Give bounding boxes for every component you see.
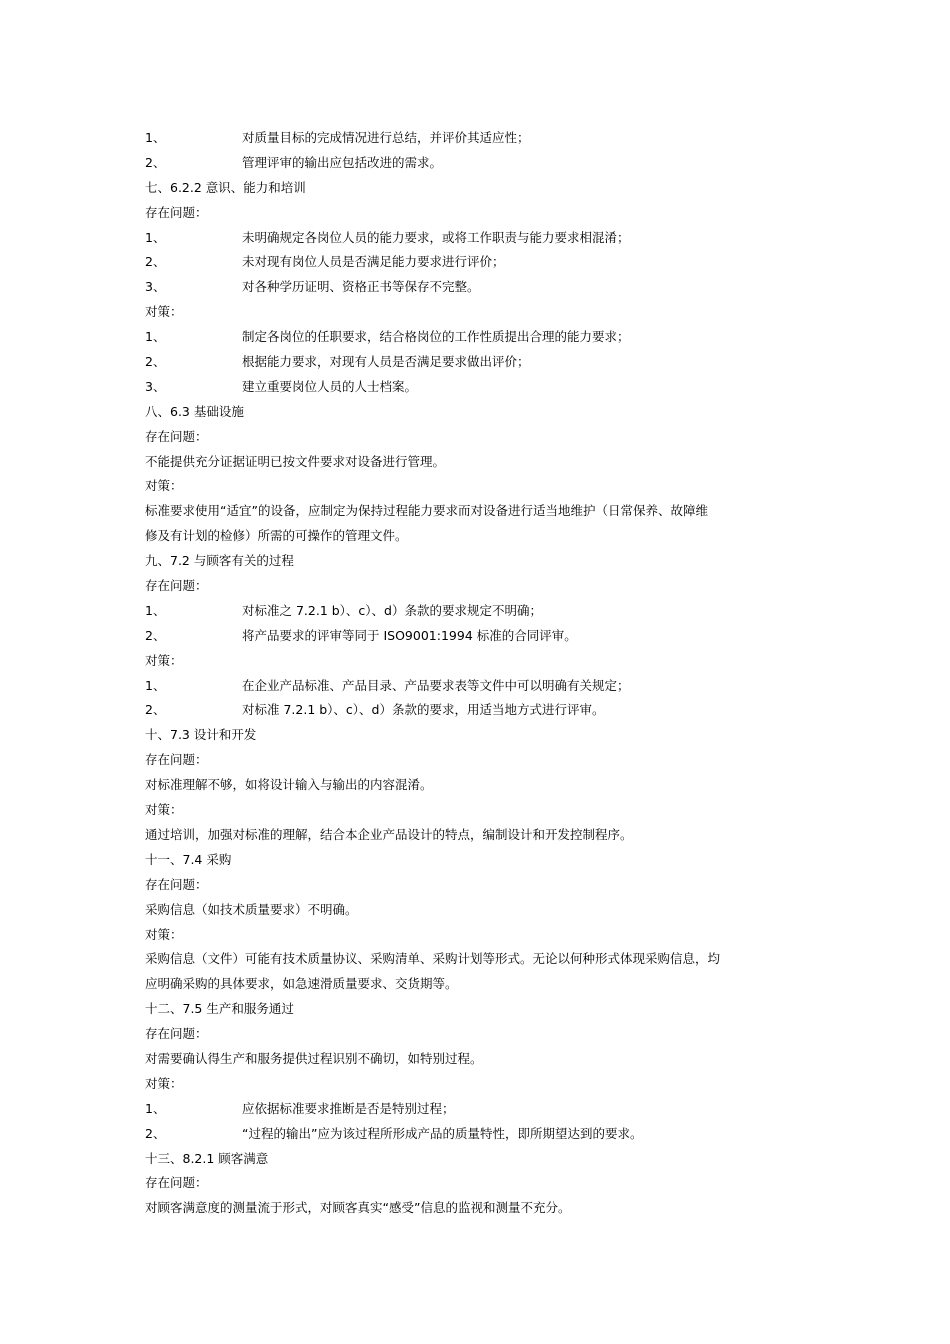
section-heading: 七、6.2.2 意识、能力和培训 (145, 179, 306, 195)
list-item (145, 151, 810, 176)
section-heading: 十二、7.5 生产和服务通过 (145, 1001, 294, 1017)
list-item-number: 2、 (145, 702, 166, 718)
list-item (145, 1122, 810, 1147)
list-item-number: 1、 (145, 229, 166, 245)
paragraph-text: 标准要求使用“适宜”的设备，应制定为保持过程能力要求而对设备进行适当地维护（日常保养、故障维 (145, 503, 708, 519)
list-item (145, 674, 810, 699)
list-item-number: 2、 (145, 354, 166, 370)
list-item-text: 对标准之 7.2.1 b）、c）、d）条款的要求规定不明确； (242, 602, 542, 618)
section-label: 对策： (145, 652, 183, 668)
list-item-number: 2、 (145, 254, 166, 270)
list-item (145, 325, 810, 350)
list-item-text: 对标准 7.2.1 b）、c）、d）条款的要求，用适当地方式进行评审。 (242, 702, 605, 718)
list-item-text: 将产品要求的评审等同于 ISO9001:1994 标准的合同评审。 (242, 627, 577, 643)
list-item (145, 275, 810, 300)
section-label: 对策： (145, 1075, 183, 1091)
paragraph-text: 应明确采购的具体要求，如急速滑质量要求、交货期等。 (145, 976, 458, 992)
list-item (145, 375, 810, 400)
paragraph-text: 通过培训，加强对标准的理解，结合本企业产品设计的特点，编制设计和开发控制程序。 (145, 826, 633, 842)
list-item (145, 226, 810, 251)
list-item-text: 应依据标准要求推断是否是特别过程； (242, 1100, 455, 1116)
paragraph-text: 不能提供充分证据证明已按文件要求对设备进行管理。 (145, 453, 446, 469)
paragraph-text: 修及有计划的检修）所需的可操作的管理文件。 (145, 528, 408, 544)
list-item-number: 1、 (145, 329, 166, 345)
list-item-text: 制定各岗位的任职要求，结合格岗位的工作性质提出合理的能力要求； (242, 329, 630, 345)
section-label: 存在问题： (145, 204, 208, 220)
list-item-number: 1、 (145, 130, 166, 145)
section-heading: 十三、8.2.1 顾客满意 (145, 1150, 269, 1166)
list-item (145, 250, 810, 275)
section-label: 存在问题： (145, 578, 208, 594)
section-label: 存在问题： (145, 1175, 208, 1191)
list-item-text: 在企业产品标准、产品目录、产品要求表等文件中可以明确有关规定； (242, 677, 630, 693)
list-item (145, 599, 810, 624)
list-item-text: 建立重要岗位人员的人士档案。 (242, 378, 418, 394)
list-item (145, 126, 810, 151)
list-item-number: 1、 (145, 1100, 166, 1116)
section-label: 存在问题： (145, 428, 208, 444)
section-label: 存在问题： (145, 876, 208, 892)
list-item (145, 624, 810, 649)
list-item-text: 对质量目标的完成情况进行总结，并评价其适应性； (242, 130, 530, 145)
section-label: 存在问题： (145, 1026, 208, 1042)
list-item-text: 对各种学历证明、资格正书等保存不完整。 (242, 279, 480, 295)
list-item-text: 管理评审的输出应包括改进的需求。 (242, 154, 443, 170)
list-item-number: 1、 (145, 677, 166, 693)
list-item (145, 698, 810, 723)
paragraph-text: 对标准理解不够，如将设计输入与输出的内容混淆。 (145, 777, 433, 793)
list-item-text: 未对现有岗位人员是否满足能力要求进行评价； (242, 254, 505, 270)
paragraph-text: 对需要确认得生产和服务提供过程识别不确切，如特别过程。 (145, 1050, 483, 1066)
section-label: 对策： (145, 304, 183, 320)
paragraph-text: 采购信息（如技术质量要求）不明确。 (145, 901, 358, 917)
list-item-text: 未明确规定各岗位人员的能力要求，或将工作职责与能力要求相混淆； (242, 229, 630, 245)
list-item-number: 1、 (145, 602, 166, 618)
list-item-number: 2、 (145, 627, 166, 643)
document-body (145, 126, 810, 1221)
section-label: 存在问题： (145, 752, 208, 768)
section-heading: 十一、7.4 采购 (145, 851, 232, 867)
section-heading: 八、6.3 基础设施 (145, 403, 244, 419)
section-heading: 十、7.3 设计和开发 (145, 727, 257, 743)
list-item-number: 2、 (145, 154, 166, 170)
list-item (145, 350, 810, 375)
section-label: 对策： (145, 478, 183, 494)
section-label: 对策： (145, 802, 183, 818)
list-item-text: “过程的输出”应为该过程所形成产品的质量特性，即所期望达到的要求。 (242, 1125, 643, 1141)
section-heading: 九、7.2 与顾客有关的过程 (145, 553, 294, 569)
paragraph-text: 对顾客满意度的测量流于形式，对顾客真实“感受”信息的监视和测量不充分。 (145, 1200, 571, 1216)
list-item (145, 1097, 810, 1122)
paragraph-text: 采购信息（文件）可能有技术质量协议、采购清单、采购计划等形式。无论以何种形式体现采购信息，均 (145, 951, 721, 967)
list-item-number: 3、 (145, 279, 166, 295)
list-item-number: 3、 (145, 378, 166, 394)
section-label: 对策： (145, 926, 183, 942)
list-item-text: 根据能力要求，对现有人员是否满足要求做出评价； (242, 354, 530, 370)
list-item-number: 2、 (145, 1125, 166, 1141)
